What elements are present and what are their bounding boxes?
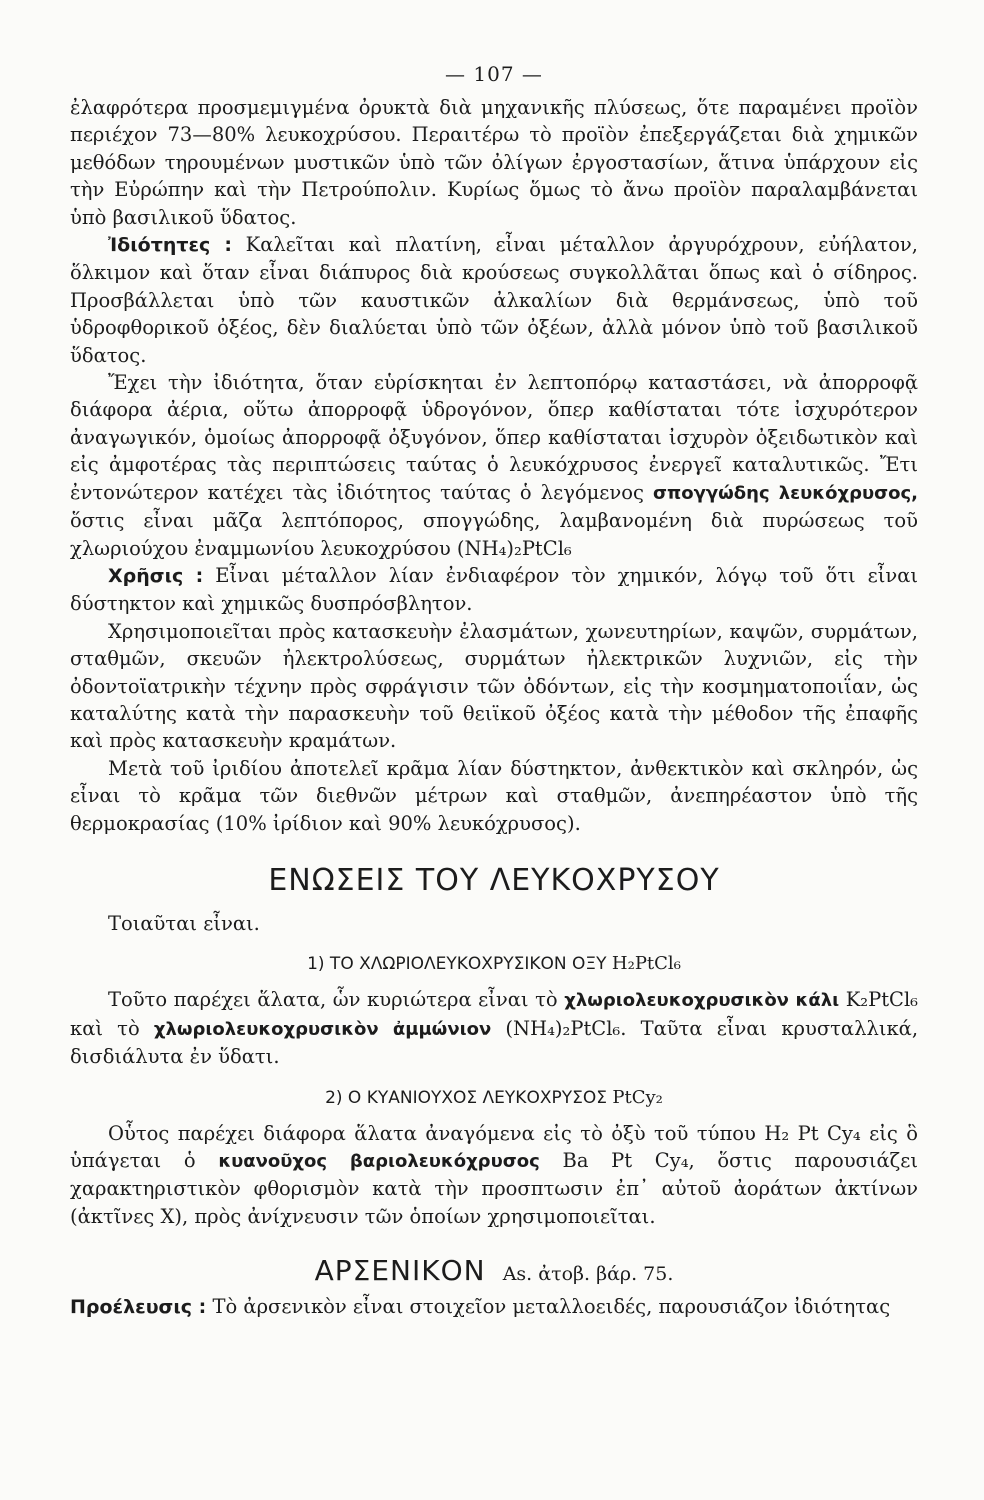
compound1-heading-text: 1) ΤΟ ΧΛΩΡΙΟΛΕΥΚΟΧΡΥΣΙΚΟΝ ΟΞΥ xyxy=(307,954,607,975)
paragraph-iridium-alloy: Μετὰ τοῦ ἰριδίου ἀποτελεῖ κρᾶμα λίαν δύστηκτον, ἀνθεκτικὸν καὶ σκληρόν, ὡς εἶναι τὸ κρᾶμα τῶν διεθνῶν μέτρων καὶ σταθμῶν, ἀνεπηρέαστον ὑπὸ τῆς θερμοκρασίας (10% ἰρίδιον καὶ 90% λευκόχρυσος). xyxy=(70,756,918,835)
paragraph-uses xyxy=(70,562,918,618)
paragraph-extraction: ἐλαφρότερα προσμεμιγμένα ὀρυκτὰ διὰ μηχανικῆς πλύσεως, ὅτε παραμένει προϊὸν περιέχον 73—80% λευκοχρύσου. Περαιτέρω τὸ προϊὸν ἐπεξεργάζεται διὰ χημικῶν μεθόδων τηρουμένων μυστικῶν ὑπὸ τῶν ὀλίγων ἐργοστασίων, ἅτινα ὑπάρχουν εἰς τὴν Εὐρώπην καὶ τὴν Πετρούπολιν. Κυρίως ὅμως τὸ ἄνω προϊὸν παραλαμβάνεται ὑπὸ βασιλικοῦ ὕδατος. xyxy=(70,96,918,229)
paragraph-arsenic-origin xyxy=(70,1293,918,1321)
arsenic-origin-text: Τὸ ἀρσενικὸν εἶναι στοιχεῖον μεταλλοειδές, παρουσιάζον ἰδιότητας xyxy=(212,1295,891,1319)
compound2-text-2: Ba Pt Cy₄, ὅστις παρουσιάζει χαρακτηριστικὸν φθορισμὸν κατὰ τὴν προσπτωσιν ἐπ᾽ αὐτοῦ ἀοράτων ἀκτίνων (ἀκτῖνες X), πρὸς ἀνίχνευσιν τῶν ὁποίων χρησιμοποιεῖται. xyxy=(70,1149,919,1228)
sponge-text-after: ὅστις εἶναι μᾶζα λεπτόπορος, σπογγώδης, λαμβανομένη διὰ πυρώσεως τοῦ χλωριούχου ἐναμμωνίου λευκοχρύσου (NH₄)₂PtCl₆ xyxy=(70,509,918,560)
compound1-formula: H₂PtCl₆ xyxy=(611,953,681,975)
arsenic-title: ΑΡΣΕΝΙΚΟΝ xyxy=(314,1254,486,1288)
compound1-bold-1: χλωριολευκοχρυσικὸν κάλι xyxy=(564,990,840,1012)
paragraph-sponge-platinum xyxy=(70,369,918,562)
compound2-text-1: Οὗτος παρέχει διάφορα ἅλατα ἀναγόμενα εἰς τὸ ὀξὺ τοῦ τύπου H₂ Pt Cy₄ εἰς ὃ ὑπάγεται ὁ xyxy=(70,1121,918,1172)
compound1-bold-2: χλωριολευκοχρυσικὸν ἀμμώνιον xyxy=(153,1018,492,1040)
section-intro: Τοιαῦται εἶναι. xyxy=(108,911,260,935)
properties-label: Ἰδιότητες : xyxy=(108,234,232,257)
compound2-formula: PtCy₂ xyxy=(612,1086,663,1108)
uses-label: Χρῆσις : xyxy=(108,564,204,587)
section-title: ΕΝΩΣΕΙΣ ΤΟΥ ΛΕΥΚΟΧΡΥΣΟΥ xyxy=(268,862,720,898)
compound1-text-3: (NH₄)₂PtCl₆. Ταῦτα εἶναι κρυσταλλικά, δισδιάλυτα ἐν ὕδατι. xyxy=(70,1016,919,1069)
page xyxy=(70,62,918,1322)
arsenic-heading xyxy=(70,1254,918,1287)
uses-text: Εἶναι μέταλλον λίαν ἐνδιαφέρον τὸν χημικόν, λόγῳ τοῦ ὅτι εἶναι δύστηκτον καὶ χημικῶς δυσπρόσβλητον. xyxy=(70,563,919,616)
arsenic-origin-label: Προέλευσις : xyxy=(70,1296,207,1319)
properties-text: Καλεῖται καὶ πλατίνη, εἶναι μέταλλον ἀργυρόχρουν, εὐήλατον, ὅλκιμον καὶ ὅταν εἶναι διάπυρος διὰ κρούσεως συγκολλᾶται ὅπως καὶ ὁ σίδηρος. Προσβάλλεται ὑπὸ τῶν καυστικῶν ἀλκαλίων διὰ θερμάνσεως, ὑπὸ τοῦ ὑδροφθορικοῦ ὀξέος, δὲν διαλύεται ὑπὸ τῶν ὀξέων, ἀλλὰ μόνον ὑπὸ τοῦ βασιλικοῦ ὕδατος. xyxy=(70,233,918,367)
compound2-heading-text: 2) Ο ΚΥΑΝΙΟΥΧΟΣ ΛΕΥΚΟΧΡΥΣΟΣ xyxy=(325,1087,607,1108)
paragraph-compound1 xyxy=(70,986,918,1070)
compound2-heading xyxy=(70,1087,918,1108)
compound1-text-1: Τοῦτο παρέχει ἅλατα, ὧν κυριώτερα εἶναι τὸ xyxy=(108,988,558,1012)
paragraph-compound2 xyxy=(70,1120,918,1231)
sponge-bold-term: σπογγώδης λευκόχρυσος, xyxy=(652,482,919,504)
compound1-text-2: K₂PtCl₆ καὶ τὸ xyxy=(70,988,919,1040)
compound2-bold-1: κυανοῦχος βαριολευκόχρυσος xyxy=(218,1151,540,1172)
sponge-text-before: Ἔχει τὴν ἰδιότητα, ὅταν εὑρίσκηται ἐν λεπτοπόρῳ καταστάσει, νὰ ἀπορροφᾷ διάφορα ἀέρια, οὕτω ἀπορροφᾷ ὑδρογόνον, ὅπερ καθίσταται τότε ἰσχυρότερον ἀναγωγικόν, ὁμοίως ἀπορροφᾷ ὀξυγόνον, ὅπερ καθίσταται ἰσχυρὸν ὀξειδωτικὸν καὶ εἰς ἀμφοτέρας τὰς περιπτώσεις ταύτας ὁ λευκόχρυσος ἐνεργεῖ καταλυτικῶς. Ἔτι ἐντονώτερον κατέχει τὰς ἰδιότητος ταύτας ὁ λεγόμενος xyxy=(70,371,918,504)
page-number: — 107 — xyxy=(445,62,543,86)
paragraph-properties xyxy=(70,231,918,369)
compound1-heading xyxy=(70,953,918,974)
arsenic-meta: As. ἀτοβ. βάρ. 75. xyxy=(502,1263,674,1286)
paragraph-uses-list: Χρησιμοποιεῖται πρὸς κατασκευὴν ἐλασμάτων, χωνευτηρίων, καψῶν, συρμάτων, σταθμῶν, σκευῶν ἠλεκτρολύσεως, συρμάτων ἠλεκτρικῶν λυχνιῶν, εἰς τὴν ὀδοντοϊατρικὴν τέχνην πρὸς σφράγισιν τῶν ὀδόντων, εἰς τὴν κοσμηματοποιΐαν, ὡς καταλύτης κατὰ τὴν παρασκευὴν τοῦ θειϊκοῦ ὀξέος κατὰ τὴν μέθοδον τῆς ἐπαφῆς καὶ πρὸς κατασκευὴν κραμάτων. xyxy=(70,619,918,753)
